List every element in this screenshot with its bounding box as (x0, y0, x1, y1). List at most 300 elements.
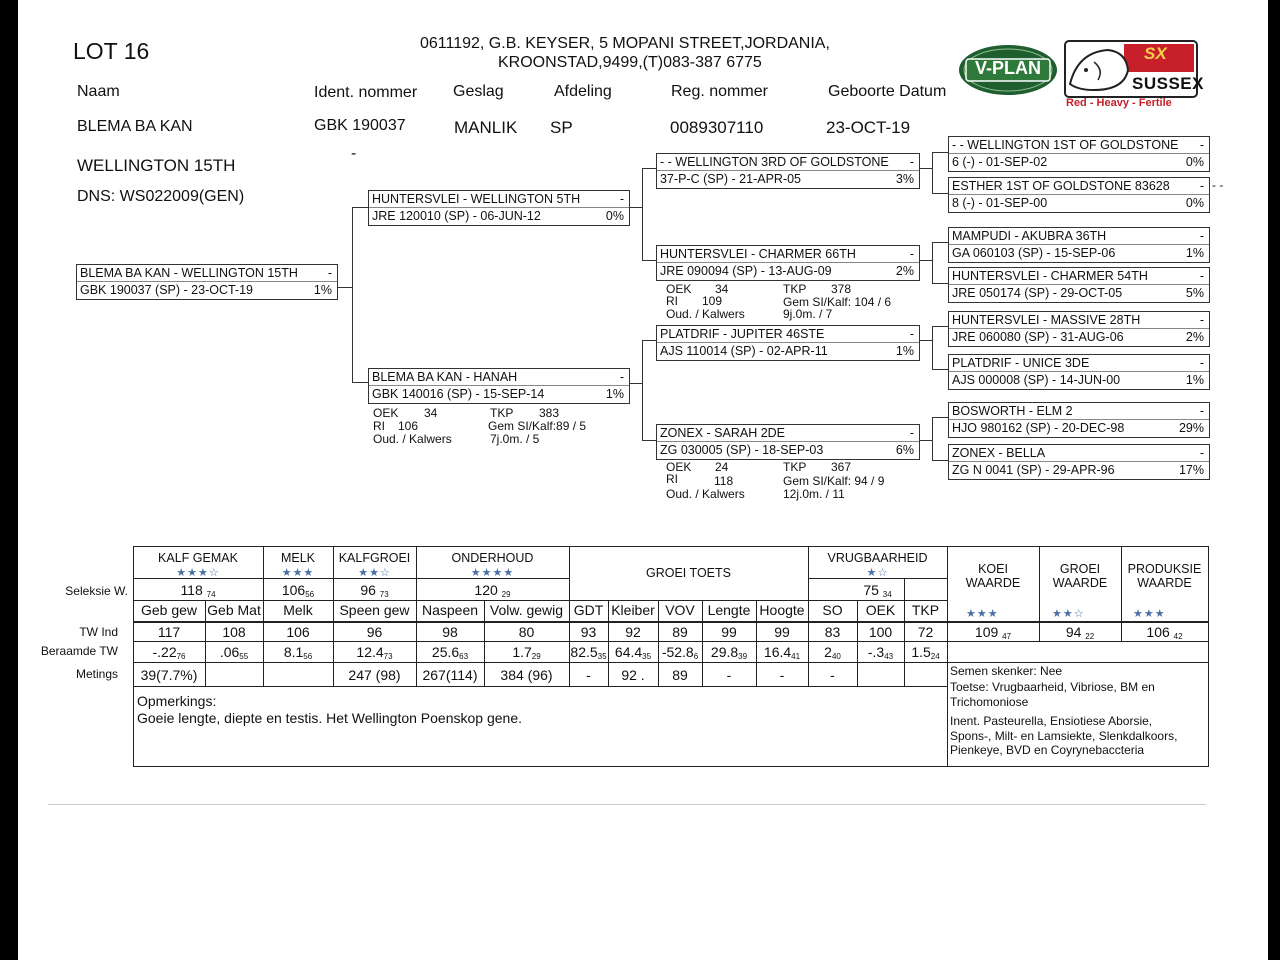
pedigree-name: PLATDRIF - UNICE 3DE (952, 356, 1090, 370)
opmerkings-label: Opmerkings: (137, 693, 217, 709)
tw-cell: 99 (721, 624, 737, 640)
seleksie-kalfgroei (333, 582, 416, 599)
table-rule (133, 641, 1209, 642)
tw-cell: 100 (868, 624, 893, 640)
pedigree-reg: 6 (-) - 01-SEP-02 (952, 155, 1048, 169)
beraamde-value: -.3 (867, 644, 885, 660)
row-label-metings: Metings (75, 667, 118, 681)
animal-name-2: WELLINGTON 15TH (77, 156, 236, 175)
koei-stars-icon: ★★★ (966, 608, 999, 620)
owner-line-1: 0611192, G.B. KEYSER, 5 MOPANI STREET,JORDANIA, (420, 35, 830, 52)
beraamde-cell (608, 644, 658, 661)
pedigree-name: BOSWORTH - ELM 2 (952, 404, 1073, 418)
animal-ident: GBK 190037 (314, 117, 406, 134)
group-melk (263, 551, 333, 580)
pedigree-pct: 1% (1185, 373, 1204, 387)
seleksie-value: 75 (863, 582, 879, 598)
pedigree-gg-2 (948, 177, 1210, 213)
pedigree-line (932, 152, 933, 194)
pedigree-name: - - WELLINGTON 1ST OF GOLDSTONE (952, 138, 1179, 152)
pedigree-pct: 2% (895, 264, 914, 278)
header-naam: Naam (77, 83, 120, 100)
tw-cell: 99 (774, 624, 790, 640)
pedigree-line (352, 207, 368, 208)
sussex-tagline: Red - Heavy - Fertile (1066, 97, 1172, 109)
vplan-logo (958, 44, 1058, 96)
beraamde-sub: 40 (831, 652, 841, 661)
pedigree-name: HUNTERSVLEI - CHARMER 54TH (952, 269, 1148, 283)
pedigree-reg: JRE 060080 (SP) - 31-AUG-06 (952, 330, 1124, 344)
group-kalfgroei (333, 551, 416, 580)
group-groeitoets: GROEI TOETS (646, 566, 731, 580)
row-label-tw: TW Ind (79, 625, 118, 639)
tw-cell: 72 (917, 624, 934, 640)
sd-oud-value: 9j.0m. / 7 (783, 307, 833, 321)
pedigree-line (630, 207, 642, 208)
metings-cell: - (779, 667, 785, 683)
beraamde-sub: 73 (383, 652, 393, 661)
group-kalfgemak (133, 551, 263, 580)
group-label: ONDERHOUD (451, 551, 534, 565)
tw-cell: 98 (442, 624, 458, 640)
seleksie-sub: 56 (305, 590, 315, 599)
column-header: Naspeen (421, 602, 479, 618)
tw-value: 106 (1146, 624, 1170, 640)
inent-line-2: Spons-, Milt- en Lamsiekte, Slenkdalkoors, (950, 729, 1178, 743)
pedigree-dash: - (619, 192, 624, 206)
tw-cell: 117 (157, 624, 181, 640)
pedigree-name: - - WELLINGTON 3RD OF GOLDSTONE (660, 155, 889, 169)
column-header: Hoogte (759, 602, 805, 618)
metings-cell: - (830, 667, 835, 683)
group-label: WAARDE (965, 576, 1021, 590)
animal-afdeling: SP (550, 118, 573, 137)
dd-tkp-label: TKP (783, 460, 807, 474)
group-label: PRODUKSIE (1127, 562, 1202, 576)
tw-cell: 89 (672, 624, 688, 640)
document-page (18, 0, 1268, 960)
pedigree-line (932, 460, 948, 461)
pedigree-name: BLEMA BA KAN - WELLINGTON 15TH (80, 266, 298, 280)
dam-tkp-label: TKP (490, 406, 514, 420)
toetse-line-1: Toetse: Vrugbaarheid, Vibriose, BM en (950, 680, 1155, 694)
toetse-line-2: Trichomoniose (950, 695, 1029, 709)
pedigree-pct: 1% (1185, 246, 1204, 260)
prod-stars-icon: ★★★ (1133, 608, 1166, 620)
pedigree-dash: - (909, 426, 914, 440)
dam-oek-label: OEK (373, 406, 399, 420)
pedigree-gg-3 (948, 227, 1210, 263)
seleksie-melk (263, 582, 333, 599)
pedigree-dash: - (909, 327, 914, 341)
column-header: VOV (665, 602, 695, 618)
group-label: KOEI (978, 562, 1008, 576)
beraamde-value: 29.8 (710, 644, 739, 660)
column-header: Melk (283, 602, 313, 618)
dam-oud-label: Oud. / Kalwers (373, 432, 452, 446)
pedigree-pct: 1% (895, 344, 914, 358)
tw-sub: 22 (1085, 632, 1095, 641)
column-header: TKP (911, 602, 940, 618)
header-afdeling: Afdeling (554, 83, 612, 100)
table-rule (569, 600, 947, 601)
column-header: Geb gew (140, 602, 198, 618)
pedigree-line (352, 382, 368, 383)
pedigree-reg: 8 (-) - 01-SEP-00 (952, 196, 1048, 210)
tw-cell: 106 (286, 624, 310, 640)
sd-ri-label: RI (666, 294, 678, 308)
pedigree-sire-sire (656, 153, 920, 189)
pedigree-line (338, 287, 352, 288)
pedigree-pct: 0% (605, 209, 624, 223)
pedigree-pct: 0% (1185, 155, 1204, 169)
pedigree-reg: AJS 110014 (SP) - 02-APR-11 (660, 344, 828, 358)
rating-stars-icon: ★★★☆ (176, 567, 220, 579)
group-label: KALFGROEI (338, 551, 411, 565)
column-header: Volw. gewig (489, 602, 564, 618)
dam-oek-value: 34 (424, 406, 438, 420)
tw-cell: 92 (625, 624, 641, 640)
seleksie-sub: 74 (206, 590, 216, 599)
pedigree-line (630, 383, 642, 384)
animal-ident-dash: - (351, 145, 357, 162)
pedigree-dash: - (1199, 229, 1204, 243)
beraamde-sub: 39 (738, 652, 748, 661)
pedigree-line (920, 260, 932, 261)
pedigree-name: MAMPUDI - AKUBRA 36TH (952, 229, 1107, 243)
group-onderhoud (416, 551, 569, 580)
pedigree-extra-dash: - - (1212, 178, 1224, 192)
beraamde-sub: 41 (791, 652, 801, 661)
pedigree-dash: - (1199, 269, 1204, 283)
tw-cell: 96 (366, 624, 383, 640)
beraamde-sub: 55 (239, 652, 249, 661)
seleksie-vrugbaarheid (808, 582, 947, 599)
beraamde-value: 64.4 (614, 644, 643, 660)
beraamde-sub: 6 (693, 652, 699, 661)
groei-stars-icon: ★★☆ (1052, 608, 1085, 620)
pedigree-line (642, 340, 643, 440)
pedigree-dash: - (909, 247, 914, 261)
rating-stars-icon: ★★☆ (358, 567, 391, 579)
dd-gem: Gem SI/Kalf: 94 / 9 (783, 474, 885, 488)
pedigree-dash: - (1199, 313, 1204, 327)
pedigree-name: HUNTERSVLEI - CHARMER 66TH (660, 247, 856, 261)
sd-tkp-label: TKP (783, 282, 807, 296)
beraamde-value: 8.1 (283, 644, 304, 660)
opmerkings-text: Goeie lengte, diepte en testis. Het Wellington Poenskop gene. (137, 710, 522, 726)
rating-stars-icon: ★★★★ (470, 567, 515, 579)
pedigree-pct: 6% (895, 443, 914, 457)
pedigree-reg: GA 060103 (SP) - 15-SEP-06 (952, 246, 1116, 260)
tw-cell: 80 (518, 624, 535, 640)
metings-cell: 247 (98) (348, 667, 401, 683)
seleksie-sub: 29 (501, 590, 511, 599)
pedigree-reg: GBK 190037 (SP) - 23-OCT-19 (80, 283, 253, 297)
pedigree-line (932, 283, 948, 284)
beraamde-cell (569, 644, 608, 661)
beraamde-value: 82.5 (570, 644, 598, 660)
seleksie-value: 118 (180, 582, 203, 598)
pedigree-gg-4 (948, 267, 1210, 303)
pedigree-dash: - (909, 155, 914, 169)
pedigree-dash: - (619, 370, 624, 384)
seleksie-sub: 73 (379, 590, 389, 599)
pedigree-dash: - (327, 266, 332, 280)
sd-gem: Gem SI/Kalf: 104 / 6 (783, 295, 892, 309)
pedigree-name: ESTHER 1ST OF GOLDSTONE 83628 (952, 179, 1170, 193)
beraamde-cell (756, 644, 808, 661)
pedigree-gg-5 (948, 311, 1210, 347)
semen-skenker: Semen skenker: Nee (950, 664, 1063, 678)
beraamde-cell (484, 644, 569, 661)
pedigree-line (642, 340, 656, 341)
beraamde-value: 1.5 (911, 644, 931, 660)
pedigree-pct: 3% (895, 172, 914, 186)
seleksie-value: 120 (474, 582, 498, 598)
seleksie-value: 106 (281, 582, 306, 598)
dd-tkp-value: 367 (831, 460, 852, 474)
pedigree-reg: 37-P-C (SP) - 21-APR-05 (660, 172, 802, 186)
group-label: WAARDE (1052, 576, 1108, 590)
tw-prod-waarde (1121, 624, 1208, 641)
pedigree-line (932, 417, 933, 460)
tw-value: 109 (974, 624, 999, 640)
owner-line-2: KROONSTAD,9499,(T)083-387 6775 (498, 54, 762, 71)
metings-cell: 92 . (621, 667, 645, 683)
header-geslag: Geslag (453, 83, 504, 100)
metings-cell: 39(7.7%) (140, 667, 198, 683)
seleksie-kalfgemak (133, 582, 263, 599)
dam-oud-value: 7j.0m. / 5 (490, 432, 540, 446)
vplan-text: V-PLAN (974, 58, 1041, 78)
table-border (1208, 546, 1209, 767)
beraamde-value: 2 (824, 644, 832, 660)
beraamde-value: 1.7 (512, 644, 532, 660)
table-rule (133, 600, 569, 601)
animal-dns: DNS: WS022009(GEN) (77, 188, 245, 205)
pedigree-line (932, 242, 933, 284)
sd-tkp-value: 378 (831, 282, 852, 296)
beraamde-value: 25.6 (431, 644, 460, 660)
pedigree-line (932, 193, 948, 194)
pedigree-gg-8 (948, 444, 1210, 480)
sd-oek-value: 34 (715, 282, 729, 296)
beraamde-cell (658, 644, 702, 661)
pedigree-line (920, 440, 932, 441)
pedigree-gg-6 (948, 354, 1210, 390)
seleksie-sub: 34 (882, 590, 892, 599)
pedigree-line (920, 168, 932, 169)
group-label: MELK (280, 551, 316, 565)
group-vrugbaarheid (808, 551, 947, 580)
pedigree-sire-dam (656, 245, 920, 281)
pedigree-line (932, 417, 948, 418)
pedigree-reg: HJO 980162 (SP) - 20-DEC-98 (952, 421, 1125, 435)
beraamde-value: -52.8 (661, 644, 694, 660)
dam-ri-value: 106 (398, 419, 419, 433)
tw-cell: 83 (824, 624, 841, 640)
pedigree-pct: 17% (1178, 463, 1204, 477)
group-koei-waarde (947, 562, 1039, 590)
beraamde-cell (333, 644, 416, 661)
pedigree-name: PLATDRIF - JUPITER 46STE (660, 327, 825, 341)
inent-line-3: Pienkeye, BVD en Coyrynebaccteria (950, 743, 1145, 757)
beraamde-sub: 35 (642, 652, 652, 661)
pedigree-line (642, 440, 656, 441)
beraamde-cell (808, 644, 857, 661)
metings-cell: 267(114) (422, 667, 478, 683)
pedigree-name: ZONEX - SARAH 2DE (660, 426, 786, 440)
metings-cell: 384 (96) (500, 667, 553, 683)
pedigree-pct: 2% (1185, 330, 1204, 344)
pedigree-pct: 1% (605, 387, 624, 401)
beraamde-sub: 35 (597, 652, 607, 661)
pedigree-line (642, 168, 643, 260)
dd-oek-label: OEK (666, 460, 692, 474)
sd-ri-value: 109 (702, 294, 723, 308)
animal-geboorte: 23-OCT-19 (826, 118, 911, 137)
sussex-sx-text: SX (1144, 44, 1167, 63)
header-ident: Ident. nommer (314, 84, 418, 101)
metings-cell: - (726, 667, 732, 683)
column-header: Kleiber (611, 602, 655, 618)
table-rule (133, 662, 1209, 663)
pedigree-dash: - (1199, 138, 1204, 152)
tw-koei-waarde (947, 624, 1039, 641)
sussex-logo (1064, 40, 1204, 112)
dd-oud-value: 12j.0m. / 11 (783, 487, 845, 501)
dd-oud-label: Oud. / Kalwers (666, 487, 745, 501)
column-header: SO (822, 602, 843, 618)
seleksie-onderhoud (416, 582, 569, 599)
pedigree-dam (368, 368, 630, 404)
tw-sub: 42 (1173, 632, 1183, 641)
group-produksie-waarde (1121, 562, 1208, 590)
header-geboorte: Geboorte Datum (828, 83, 947, 100)
pedigree-line (932, 326, 933, 369)
pedigree-reg: JRE 050174 (SP) - 29-OCT-05 (952, 286, 1123, 300)
beraamde-sub: 29 (531, 652, 541, 661)
dd-oek-value: 24 (715, 460, 729, 474)
pedigree-reg: ZG N 0041 (SP) - 29-APR-96 (952, 463, 1115, 477)
pedigree-line (352, 207, 353, 383)
header-reg: Reg. nommer (671, 83, 768, 100)
pedigree-dash: - (1199, 356, 1204, 370)
column-header: OEK (865, 602, 896, 618)
metings-cell: 89 (672, 667, 688, 683)
beraamde-sub: 24 (930, 652, 940, 661)
tw-groei-waarde (1039, 624, 1121, 641)
inent-line-1: Inent. Pasteurella, Ensiotiese Aborsie, (950, 714, 1153, 728)
pedigree-name: HUNTERSVLEI - MASSIVE 28TH (952, 313, 1141, 327)
beraamde-value: 16.4 (763, 644, 792, 660)
sd-oud-label: Oud. / Kalwers (666, 307, 745, 321)
beraamde-sub: 63 (459, 652, 469, 661)
beraamde-value: -.22 (152, 644, 177, 660)
pedigree-pct: 29% (1178, 421, 1204, 435)
beraamde-value: .06 (219, 644, 240, 660)
pedigree-dam-dam (656, 424, 920, 460)
beraamde-sub: 56 (303, 652, 313, 661)
column-header: Lengte (707, 602, 751, 618)
beraamde-cell (263, 644, 333, 661)
page-divider (48, 804, 1206, 805)
table-rule (133, 621, 1209, 623)
column-header: GDT (573, 602, 604, 618)
pedigree-line (642, 260, 656, 261)
sussex-text: SUSSEX (1132, 74, 1204, 93)
pedigree-dash: - (1199, 446, 1204, 460)
beraamde-cell (133, 644, 205, 661)
pedigree-line (932, 326, 948, 327)
beraamde-cell (416, 644, 484, 661)
column-header: Geb Mat (207, 602, 261, 618)
pedigree-line (932, 369, 948, 370)
pedigree-line (920, 340, 932, 341)
rating-stars-icon: ★☆ (866, 567, 889, 579)
beraamde-sub: 76 (176, 652, 186, 661)
dd-ri-label: RI (666, 472, 678, 486)
lot-number: LOT 16 (73, 38, 150, 64)
group-label: VRUGBAARHEID (827, 551, 928, 565)
animal-geslag: MANLIK (454, 118, 518, 137)
pedigree-self (76, 264, 338, 300)
pedigree-dash: - (1199, 179, 1204, 193)
dam-tkp-value: 383 (539, 406, 560, 420)
pedigree-pct: 5% (1185, 286, 1204, 300)
dam-gem: Gem SI/Kalf:89 / 5 (488, 419, 587, 433)
pedigree-reg: JRE 120010 (SP) - 06-JUN-12 (372, 209, 541, 223)
table-border (133, 546, 1209, 547)
pedigree-gg-7 (948, 402, 1210, 438)
rating-stars-icon: ★★★ (281, 567, 315, 579)
tw-value: 94 (1065, 624, 1082, 640)
group-label: WAARDE (1137, 576, 1192, 590)
pedigree-line (932, 242, 948, 243)
tw-sub: 47 (1002, 632, 1012, 641)
beraamde-sub: 43 (884, 652, 894, 661)
pedigree-reg: JRE 090094 (SP) - 13-AUG-09 (660, 264, 832, 278)
beraamde-cell (205, 644, 263, 661)
seleksie-value: 96 (360, 582, 376, 598)
group-label: KALF GEMAK (158, 551, 238, 565)
pedigree-sire (368, 190, 630, 226)
dam-ri-label: RI (373, 419, 385, 433)
pedigree-gg-1 (948, 136, 1210, 172)
pedigree-dash: - (1199, 404, 1204, 418)
pedigree-line (932, 152, 948, 153)
animal-naam: BLEMA BA KAN (77, 118, 193, 135)
pedigree-name: BLEMA BA KAN - HANAH (372, 370, 518, 384)
row-label-beraamde: Beraamde TW (40, 644, 118, 658)
pedigree-reg: AJS 000008 (SP) - 14-JUN-00 (952, 373, 1121, 387)
row-label-seleksie: Seleksie W. (65, 584, 128, 598)
tw-cell: 93 (580, 624, 597, 640)
pedigree-pct: 0% (1185, 196, 1204, 210)
beraamde-value: 12.4 (356, 644, 384, 660)
pedigree-reg: ZG 030005 (SP) - 18-SEP-03 (660, 443, 824, 457)
column-header: Speen gew (339, 602, 410, 618)
pedigree-line (642, 168, 656, 169)
beraamde-cell (904, 644, 947, 661)
group-label: GROEI (1059, 562, 1101, 576)
group-groei-waarde (1039, 562, 1121, 590)
sd-oek-label: OEK (666, 282, 692, 296)
table-rule (133, 686, 948, 687)
animal-reg: 0089307110 (670, 118, 764, 137)
table-border (133, 766, 1209, 767)
